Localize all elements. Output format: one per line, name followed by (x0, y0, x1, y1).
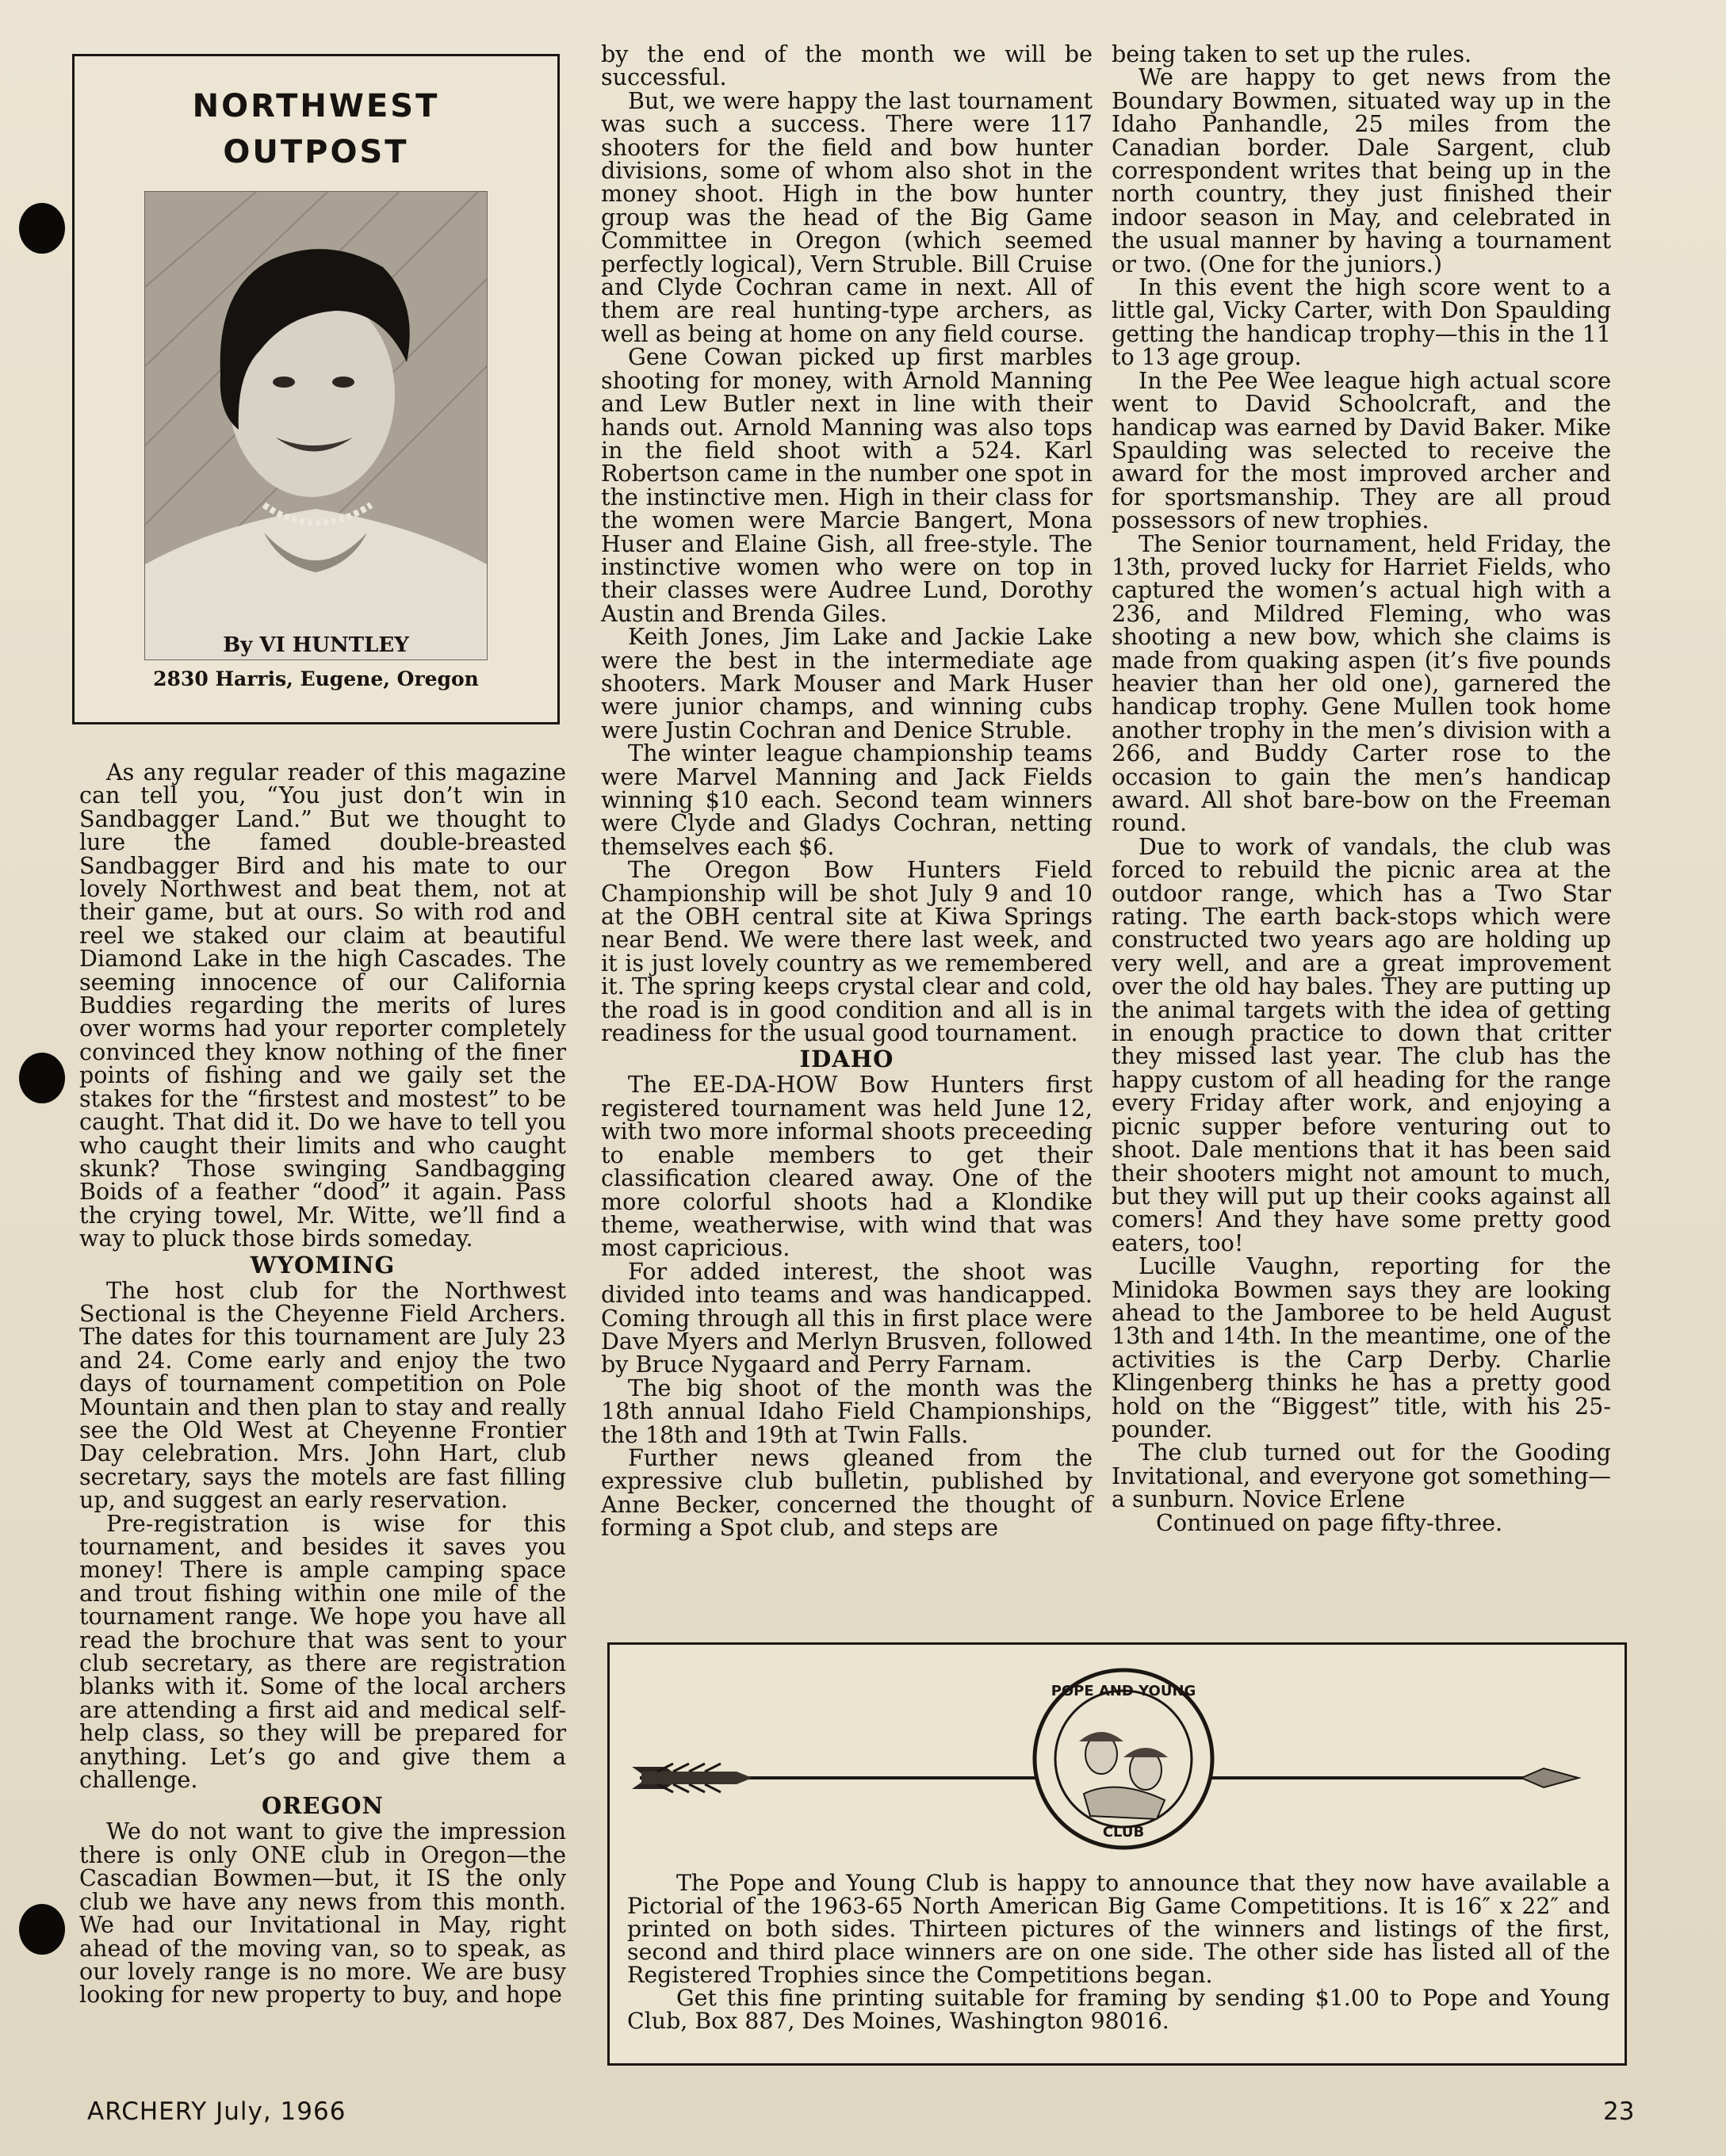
continued-note: Continued on page fifty-three. (1156, 1508, 1503, 1536)
paragraph: Gene Cowan picked up first marbles shooting for money, with Arnold Manning and Lew Butler next in line with their hands out. Arnold Manning was also tops in the field shoot with a 524. Karl Robertson came in the number one spot in the instinctive men. High in their class for the women were Marcie Bangert, Mona Huser and Elaine Gish, all free-style. The instinctive women who were on top in their classes were Audree Lund, Dorothy Austin and Brenda Giles. (601, 343, 1093, 627)
article-column-3 (1112, 40, 1611, 1536)
seal-text-top: POPE AND YOUNG (1051, 1683, 1196, 1699)
seal-text-bottom: CLUB (1102, 1824, 1145, 1841)
paragraph: Pre-registration is wise for this tournament, and besides it saves you money! There is ample camping space and trout fishing within one mile of the tournament range. We hope you have all read the brochure that was sent to your club secretary, as there are registration blanks with it. Some of the local archers are attending a first aid and medical self-help class, so they will be prepared for anything. Let’s go and give them a challenge. (79, 1509, 566, 1794)
paragraph: Due to work of vandals, the club was forced to rebuild the picnic area at the outdoor range, which has a Two Star rating. The earth back-stops which were constructed two years ago are holding up very well, and are a great improvement over the old hay bales. They are putting up the animal targets with the idea of getting in enough practice to down that critter they missed last year. The club has the happy custom of all heading for the range every Friday after work, and enjoying a picnic supper before venturing out to shoot. Dale mentions that it has been said their shooters might not amount to much, but they will put up their cooks against all comers! And they have some pretty good eaters, too! (1112, 832, 1611, 1256)
author-byline: By VI HUNTLEY (223, 633, 409, 657)
paragraph: We do not want to give the impression there is only ONE club in Oregon—the Cascadian Bowmen—but, it IS the only club we have any news from this month. We had our Invitational in May, right ahead of the moving van, so to speak, as our lovely range is no more. We are busy looking for new property to buy, and hope (79, 1818, 566, 2009)
column-title (75, 83, 557, 175)
article-column-1 (79, 761, 566, 2007)
binder-hole (19, 203, 65, 254)
paragraph: The club turned out for the Gooding Invitational, and everyone got something—a sunburn. Novice Erlene (1112, 1439, 1611, 1513)
binder-hole (19, 1904, 65, 1955)
arrow-emblem-graphic (610, 1661, 1625, 1851)
paragraph: In the Pee Wee league high actual score went to David Schoolcraft, and the handicap was earned by David Baker. Mike Spaulding was selected to receive the award for the most improved archer and for sportsmanship. They are all proud possessors of new trophies. (1112, 366, 1611, 534)
section-heading-idaho: IDAHO (799, 1046, 894, 1073)
paragraph: The Senior tournament, held Friday, the 13th, proved lucky for Harriet Fields, who captured the women’s actual high with a 236, and Mildred Fleming, who was shooting a new bow, which she claims is made from quaking aspen (it’s five pounds heavier than her old one), garnered the handicap trophy. Gene Mullen took home another trophy in the men’s division with a 266, and Buddy Carter rose to the occasion to gain the men’s handicap award. All shot bare-bow on the Freeman round. (1112, 529, 1611, 837)
page-number: 23 (1603, 2097, 1635, 2126)
ad-paragraph: Get this fine printing suitable for framing by sending $1.00 to Pope and Young Club, Box 887, Des Moines, Washington 98016. (627, 1985, 1610, 2034)
binder-hole (19, 1053, 65, 1103)
ad-paragraph: The Pope and Young Club is happy to announce that they now have available a Pictorial of the 1963-65 North American Big Game Competitions. It is 16″ x 22″ and printed on both sides. Thirteen pictures of the winners and listings of the first, second and third place winners are on one side. The other side has listed all of the Registered Trophies since the Competitions began. (627, 1870, 1610, 1988)
paragraph: Lucille Vaughn, reporting for the Minidoka Bowmen says they are looking ahead to the Jamboree to be held August 13th and 14th. In the meantime, one of the activities is the Carp Derby. Charlie Klingenberg thinks he has a pretty good hold on the “Biggest” title, with his 25-pounder. (1112, 1252, 1611, 1443)
paragraph: The EE-DA-HOW Bow Hunters first registered tournament was held June 12, with two more informal shoots preceeding to enable members to get their classification cleared away. One of the more colorful shoots had a Klondike theme, weatherwise, with wind that was most capricious. (601, 1071, 1093, 1262)
paragraph: by the end of the month we will be successful. (601, 40, 1093, 91)
author-address: 2830 Harris, Eugene, Oregon (153, 667, 479, 690)
section-heading-oregon: OREGON (261, 1792, 384, 1820)
paragraph: For added interest, the shoot was divided into teams and was handicapped. Coming through all this in first place were Dave Myers and Merlyn Brusven, followed by Bruce Nygaard and Perry Farnam. (601, 1257, 1093, 1378)
column-title-line1: NORTHWEST (192, 88, 440, 124)
paragraph: Further news gleaned from the expressive club bulletin, published by Anne Becker, concerned the thought of forming a Spot club, and steps are (601, 1443, 1093, 1542)
pope-young-club-ad (607, 1642, 1627, 2066)
column-title-line2: OUTPOST (223, 134, 409, 170)
paragraph: The Oregon Bow Hunters Field Championship will be shot July 9 and 10 at the OBH central site at Kiwa Springs near Bend. We were there last week, and it is just lovely country as we remembered it. The spring keeps crystal clear and cold, the road is in good condition and all is in readiness for the usual good tournament. (601, 856, 1093, 1047)
paragraph: In this event the high score went to a little gal, Vicky Carter, with Don Spaulding getting the handicap trophy—this in the 11 to 13 age group. (1112, 273, 1611, 371)
paragraph: As any regular reader of this magazine can tell you, “You just don’t win in Sandbagger Land.” But we thought to lure the famed double-breasted Sandbagger Bird and his mate to our lovely Northwest and beat them, not at their game, but at ours. So with rod and reel we staked our claim at beautiful Diamond Lake in the high Cascades. The seeming innocence of our California Buddies regarding the merits of lures over worms had your reporter completely convinced they know nothing of the finer points of fishing and we gaily set the stakes for the “firstest and mostest” to be caught. That did it. Do we have to tell you who caught their limits and who caught skunk? Those swinging Sandbagging Boids of a feather “dood” it again. Pass the crying towel, Mr. Witte, we’ll find a way to pluck those birds someday. (79, 759, 566, 1252)
paragraph: The host club for the Northwest Sectional is the Cheyenne Field Archers. The dates for this tournament are July 23 and 24. Come early and enjoy the two days of tournament competition on Pole Mountain and then plan to stay and really see the Old West at Cheyenne Frontier Day celebration. Mrs. John Hart, club secretary, says the motels are fast filling up, and suggest an early reservation. (79, 1276, 566, 1514)
column-header-box (72, 54, 560, 724)
ad-text (627, 1871, 1610, 2032)
paragraph: The winter league championship teams were Marvel Manning and Jack Fields winning $10 each. Second team winners were Clyde and Gladys Cochran, netting themselves each $6. (601, 740, 1093, 860)
footer-publication: ARCHERY July, 1966 (87, 2097, 346, 2126)
paragraph: But, we were happy the last tournament was such a success. There were 117 shooters for the field and bow hunter divisions, some of whom also shot in the money shoot. High in the bow hunter group was the head of the Big Game Committee in Oregon (which seemed perfectly logical), Vern Struble. Bill Cruise and Clyde Cochran came in next. All of them are real hunting-type archers, as well as being at home on any field course. (601, 86, 1093, 347)
paragraph: being taken to set up the rules. (1112, 40, 1472, 67)
author-photo (144, 191, 488, 660)
paragraph: Keith Jones, Jim Lake and Jackie Lake were the best in the intermediate age shooters. Mark Mouser and Mark Huser were junior champs, and winning cubs were Justin Cochran and Denice Struble. (601, 623, 1093, 744)
section-heading-wyoming: WYOMING (250, 1251, 396, 1279)
paragraph: We are happy to get news from the Boundary Bowmen, situated way up in the Idaho Panhandle, 25 miles from the Canadian border. Dale Sargent, club correspondent writes that being up in the north country, they just finished their indoor season in May, and celebrated in the usual manner by having a tournament or two. (One for the juniors.) (1112, 63, 1611, 277)
paragraph: The big shoot of the month was the 18th annual Idaho Field Championships, the 18th and 19th at Twin Falls. (601, 1374, 1093, 1448)
article-column-2 (601, 40, 1093, 1542)
